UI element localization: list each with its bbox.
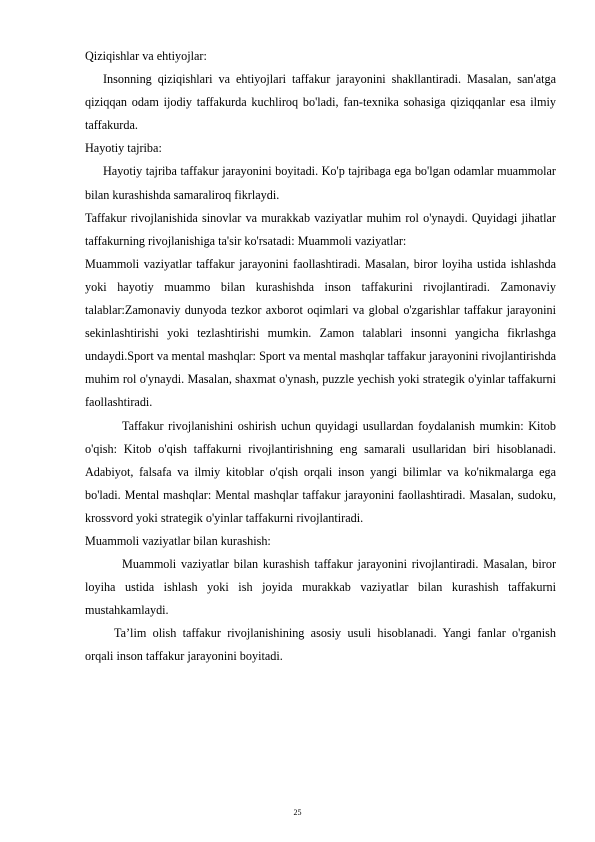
paragraph-development-factors: Taffakur rivojlanishida sinovlar va murakkab vaziyatlar muhim rol o'ynaydi. Quyidagi jihatlar taffakurning rivojlanishiga ta'sir ko'rsatadi: Muammoli vaziyatlar: [85,210,556,248]
paragraph-improvement-methods: Taffakur rivojlanishini oshirish uchun quyidagi usullardan foydalanish mumkin: Kitob o'qish: Kitob o'qish taffakurni rivojlantirishning eng samarali usullaridan biri hisoblanadi. Adabiyot, falsafa va ilmiy kitoblar o'qish orqali inson yangi bilimlar va ko'nikmalarga ega bo'ladi. Mental mashqlar: Mental mashqlar taffakur jarayonini faollashtiradi. Masalan, sudoku, krossvord yoki strategik o'yinlar taffakurni rivojlantiradi. [85,418,556,525]
paragraph-education: Ta’lim olish taffakur rivojlanishining asosiy usuli hisoblanadi. Yangi fanlar o'rganish orqali inson taffakur jarayonini boyitadi. [85,626,556,664]
paragraph-life-experience: Hayotiy tajriba taffakur jarayonini boyitadi. Ko'p tajribaga ega bo'lgan odamlar muammolar bilan kurashishda samaraliroq fikrlaydi. [85,164,556,202]
heading-interests-needs: Qiziqishlar va ehtiyojlar: [85,49,207,63]
paragraph-problem-situations: Muammoli vaziyatlar taffakur jarayonini faollashtiradi. Masalan, biror loyiha ustida ishlashda yoki hayotiy muammo bilan kurashishda inson taffakurini rivojlantiradi. Zamonaviy talablar:Zamonaviy dunyoda tezkor axborot oqimlari va global o'zgarishlar taffakur jarayonini sekinlashtirishi yoki tezlashtirishi mumkin. Zamon talablari insonni yangicha fikrlashga undaydi.Sport va mental mashqlar: Sport va mental mashqlar taffakur jarayonini rivojlantirishda muhim rol o'ynaydi. Masalan, shaxmat o'ynash, puzzle yechish yoki strategik o'yinlar taffakurni faollashtiradi. [85,256,556,410]
paragraph-coping-problems: Muammoli vaziyatlar bilan kurashish taffakur jarayonini rivojlantiradi. Masalan, biror loyiha ustida ishlash yoki ish joyida murakkab vaziyatlar bilan kurashish taffakurni mustahkamlaydi. [85,557,556,618]
document-page [85,45,556,669]
page-number: 25 [293,808,302,817]
heading-life-experience: Hayotiy tajriba: [85,141,162,156]
paragraph-interests-needs: Insonning qiziqishlari va ehtiyojlari taffakur jarayonini shakllantiradi. Masalan, san'atga qiziqqan odam ijodiy taffakurda kuchliroq bo'ladi, fan-texnika sohasiga qiziqqanlar esa ilmiy taffakurda. [85,72,556,133]
heading-coping-problems: Muammoli vaziyatlar bilan kurashish: [85,533,271,548]
